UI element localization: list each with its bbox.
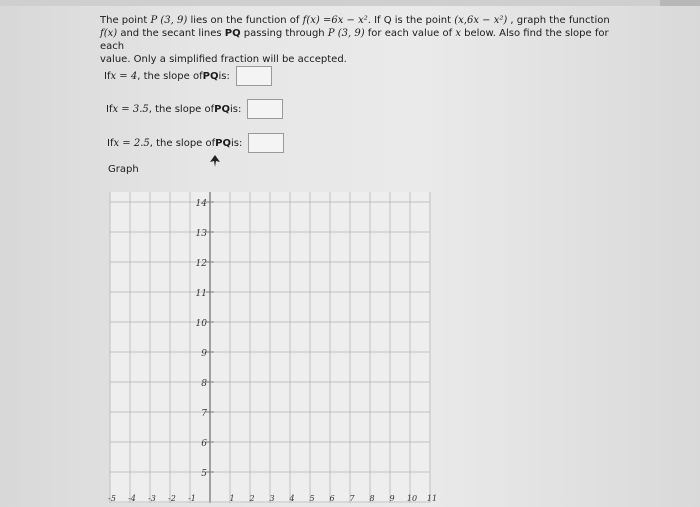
graph-canvas[interactable] [108,192,438,503]
problem-statement [100,14,620,66]
text: If [104,70,111,82]
text: is: [230,137,243,149]
x-value: x = 4 [110,70,138,82]
x-tick-label: 7 [349,494,355,503]
x-tick-label: 4 [289,494,295,503]
question-row-1 [104,66,272,86]
y-tick-label: 11 [195,289,207,299]
y-tick-label: 6 [201,439,207,449]
y-tick-label: 12 [195,259,207,269]
pq-label: PQ [215,137,231,149]
y-tick-label: 14 [195,199,207,209]
pq-label: PQ [224,28,241,39]
text: lies on the function of [187,15,303,26]
variable-x: x [455,28,461,39]
text: and the secant lines [117,28,225,39]
x-tick-label: 8 [369,494,375,503]
x-tick-label: 3 [269,494,275,503]
function-expression: f(x) =6x − x². [302,15,371,26]
text: , graph the function [507,15,610,26]
x-tick-label: 6 [329,494,335,503]
x-tick-label: 1 [229,494,235,503]
x-tick-label: -1 [188,494,196,503]
text: is: [229,103,242,115]
text: passing through [240,28,328,39]
slope-answer-input-3[interactable] [248,133,284,153]
top-bar-accent [660,0,700,6]
x-tick-label: -4 [128,494,136,503]
x-tick-label: -3 [148,494,156,503]
text: , the slope of [137,70,203,82]
y-tick-label: 9 [201,349,207,359]
y-tick-label: 10 [195,319,207,329]
question-row-2 [106,99,283,119]
point-p: P (3, 9) [327,28,365,39]
pq-label: PQ [214,103,230,115]
x-value: x = 2.5 [113,137,150,149]
x-tick-label: 10 [406,494,418,503]
text: If Q is the point [370,15,455,26]
x-tick-label: -5 [108,494,116,503]
problem-line-1 [100,14,620,27]
y-tick-label: 13 [195,229,207,239]
x-tick-label: 11 [426,494,438,503]
x-tick-label: 5 [309,494,315,503]
x-value: x = 3.5 [112,103,149,115]
text: below. Also find the slope for each [100,28,609,52]
y-tick-label: 8 [201,379,207,389]
point-q: (x,6x − x²) [454,15,508,26]
slope-answer-input-1[interactable] [236,66,272,86]
text: If [107,137,114,149]
problem-line-3: value. Only a simplified fraction will be accepted. [100,54,347,65]
function-name: f(x) [100,28,118,39]
text: , the slope of [148,103,215,115]
pq-label: PQ [202,70,219,82]
y-tick-label: 5 [201,469,207,479]
x-tick-label: -2 [168,494,176,503]
text: If [106,103,113,115]
text: , the slope of [149,137,216,149]
text: is: [218,70,230,82]
text: for each value of [364,28,456,39]
x-tick-label: 2 [249,494,255,503]
text: The point [100,15,151,26]
y-tick-label: 7 [201,409,207,419]
point-p: P (3, 9) [150,15,188,26]
x-tick-label: 9 [389,494,395,503]
slope-answer-input-2[interactable] [247,99,283,119]
browser-top-bar [0,0,700,6]
graph-label: Graph [108,164,139,175]
graph-grid[interactable] [108,192,438,507]
problem-line-2 [100,27,620,53]
question-row-3 [107,133,284,153]
